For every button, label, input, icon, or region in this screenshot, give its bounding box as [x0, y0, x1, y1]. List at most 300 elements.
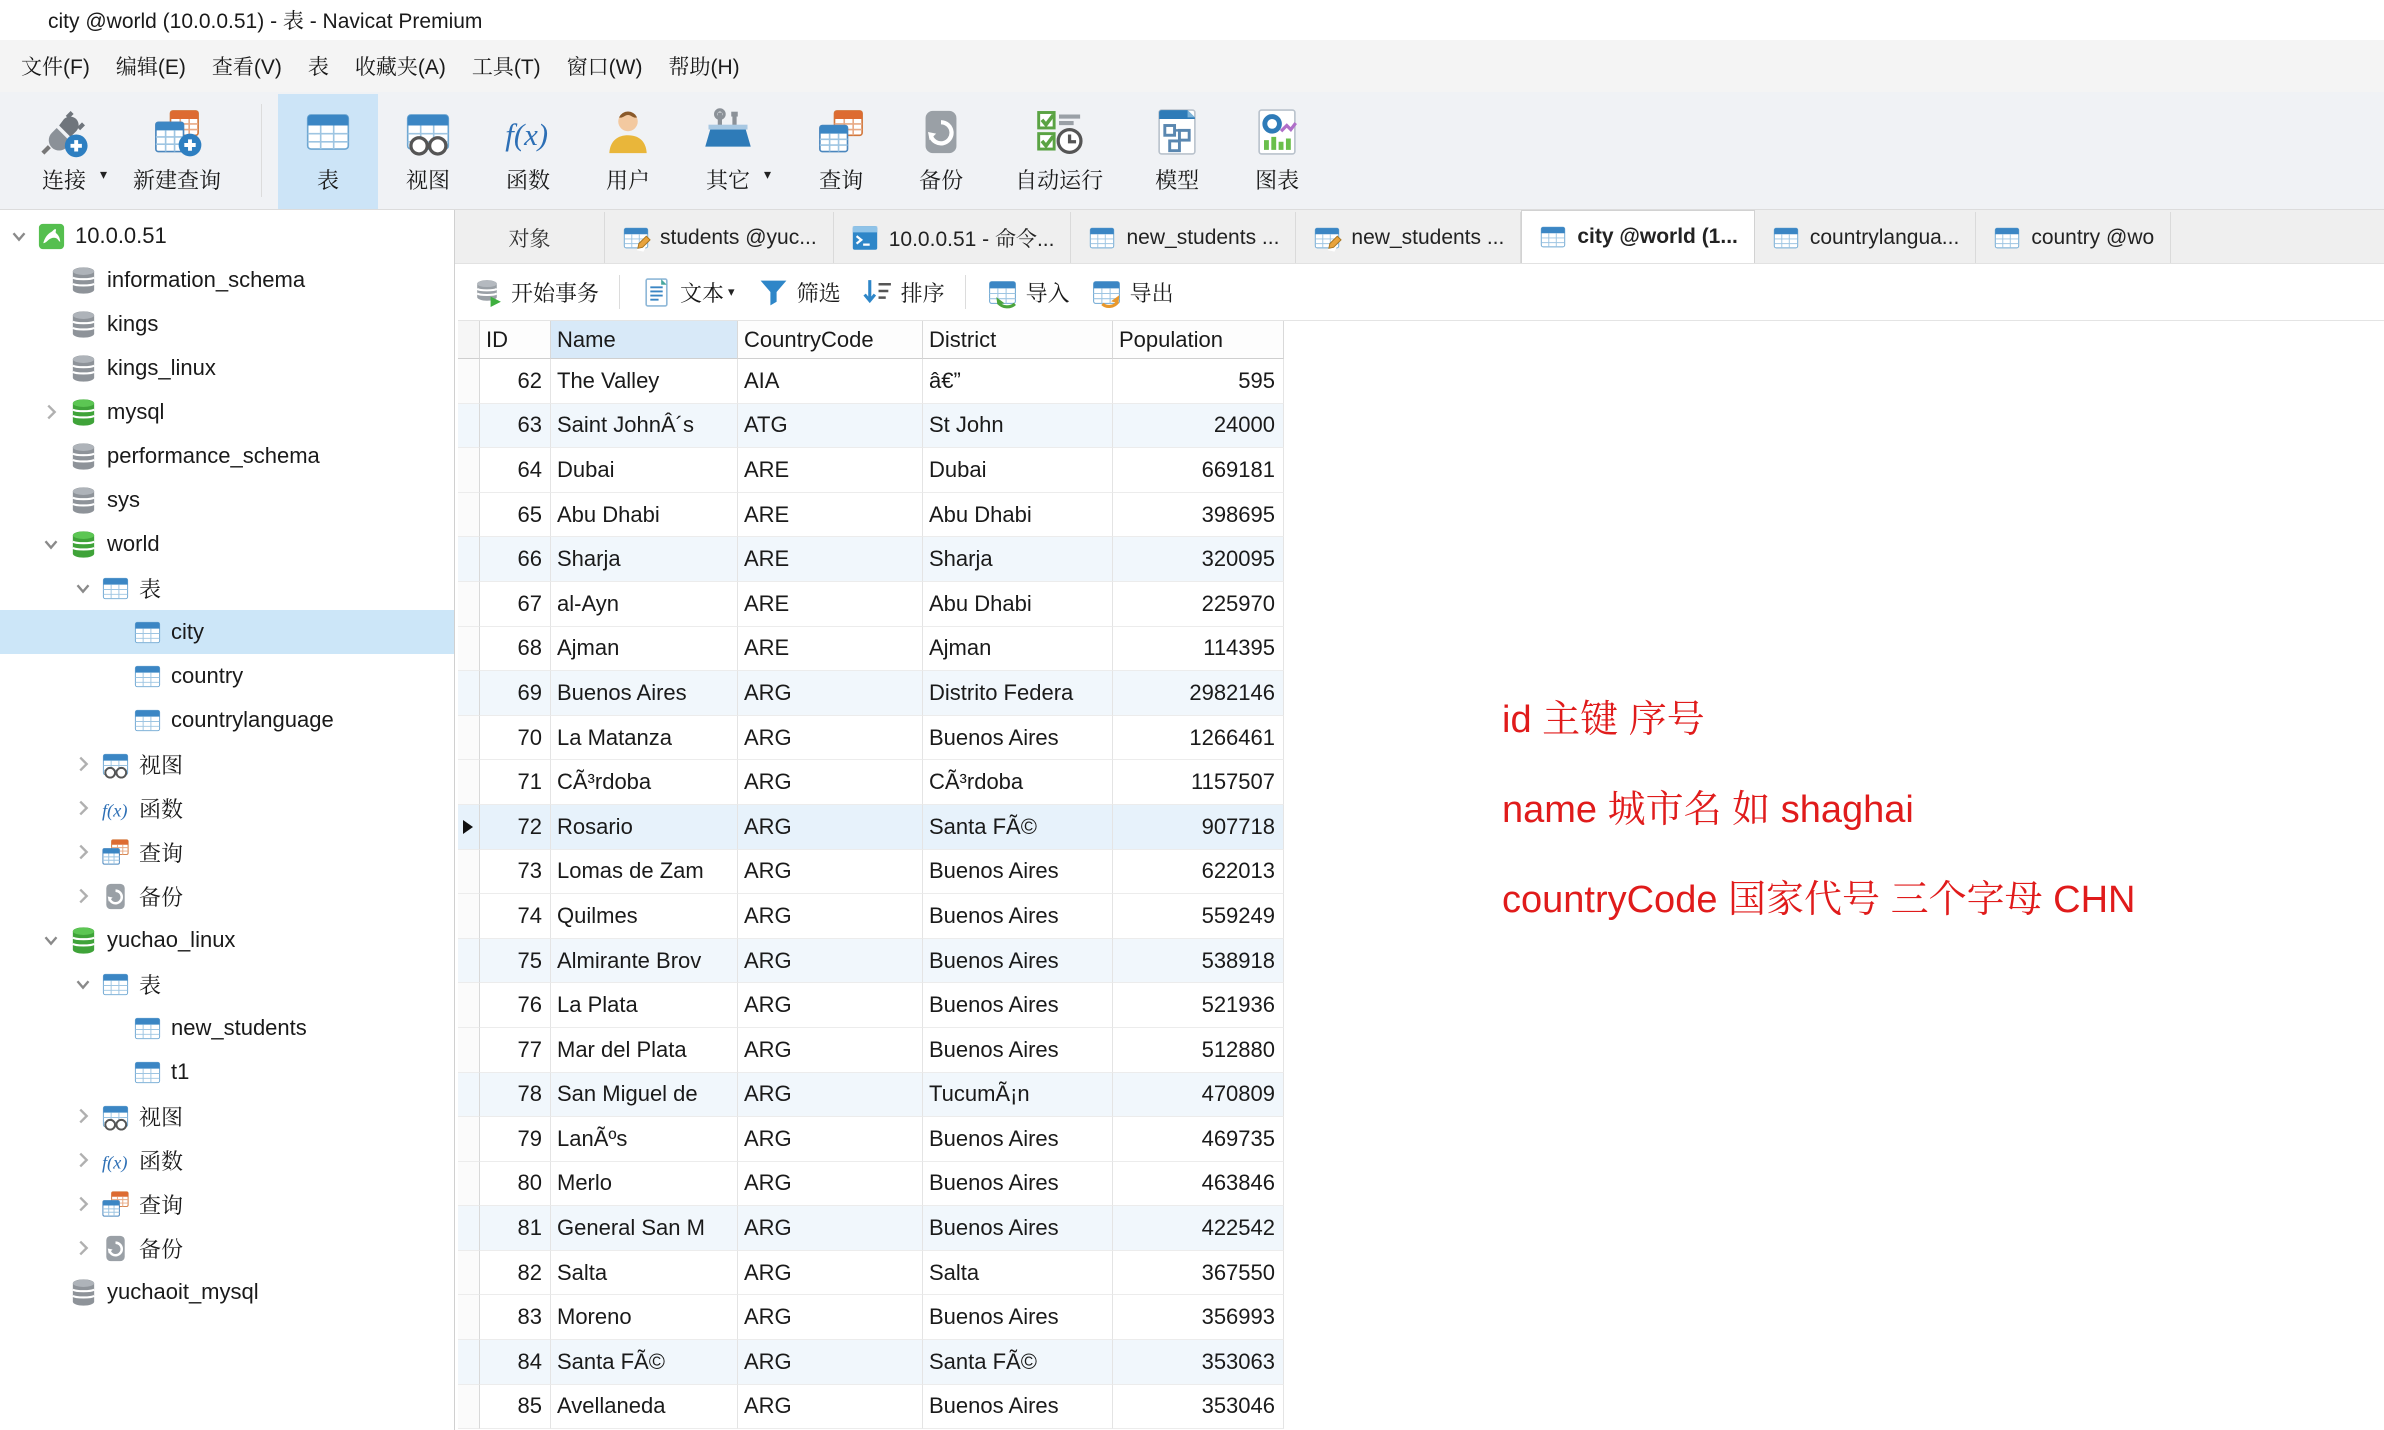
cell-population[interactable]: 367550: [1113, 1251, 1284, 1296]
cell-id[interactable]: 79: [480, 1117, 551, 1162]
toolbar-button-备份[interactable]: [891, 94, 991, 209]
cell-district[interactable]: Buenos Aires: [923, 1295, 1113, 1340]
chevron-down-icon[interactable]: [70, 575, 96, 601]
toolbar-button-label: 自动运行: [1015, 168, 1104, 193]
row-selector[interactable]: [458, 537, 480, 582]
views-icon: [402, 106, 454, 158]
tab--[interactable]: [455, 212, 605, 263]
table-row-77[interactable]: [458, 1028, 2384, 1073]
cell-countrycode[interactable]: ARG: [738, 671, 923, 716]
cell-population[interactable]: 469735: [1113, 1117, 1284, 1162]
content-area: [455, 210, 2384, 1430]
function-icon: [100, 793, 131, 824]
menu-item-6[interactable]: 窗口(W): [566, 56, 643, 79]
table-row-67[interactable]: [458, 582, 2384, 627]
toolbar-button-用户[interactable]: [578, 94, 678, 209]
cell-name[interactable]: Buenos Aires: [551, 671, 738, 716]
cell-countrycode[interactable]: ARG: [738, 1251, 923, 1296]
table-row-63[interactable]: [458, 404, 2384, 449]
cell-district[interactable]: Buenos Aires: [923, 1206, 1113, 1251]
cell-name[interactable]: Lomas de Zam: [551, 850, 738, 895]
cell-id[interactable]: 77: [480, 1028, 551, 1073]
action-导出[interactable]: [1080, 272, 1184, 313]
query-icon: [815, 106, 867, 158]
cell-district[interactable]: â€”: [923, 359, 1113, 404]
tree-item-视图[interactable]: [0, 1094, 454, 1138]
cell-id[interactable]: 67: [480, 582, 551, 627]
row-selector[interactable]: [458, 671, 480, 716]
dropdown-caret-icon[interactable]: ▾: [764, 166, 772, 182]
cell-name[interactable]: La Matanza: [551, 716, 738, 761]
chevron-right-icon: [38, 267, 64, 293]
chevron-right-icon: [38, 355, 64, 381]
cell-countrycode[interactable]: ARG: [738, 850, 923, 895]
tab-students-@yuc...[interactable]: [605, 212, 834, 263]
tree-item-new_students[interactable]: [0, 1006, 454, 1050]
chevron-right-icon[interactable]: [70, 751, 96, 777]
cell-id[interactable]: 65: [480, 493, 551, 538]
table-row-76[interactable]: [458, 983, 2384, 1028]
menu-item-2[interactable]: 查看(V): [211, 56, 282, 79]
menu-item-0[interactable]: 文件(F): [21, 56, 90, 79]
backup-icon: [915, 106, 967, 158]
row-selector[interactable]: [458, 939, 480, 984]
toolbar-button-查询[interactable]: [791, 94, 891, 209]
tree-item-countrylanguage[interactable]: [0, 698, 454, 742]
row-selector[interactable]: [458, 716, 480, 761]
cell-population[interactable]: 470809: [1113, 1073, 1284, 1118]
cell-id[interactable]: 64: [480, 448, 551, 493]
row-selector[interactable]: [458, 1251, 480, 1296]
action-开始事务[interactable]: [461, 272, 609, 313]
toolbar-gap: [773, 92, 791, 209]
cell-population[interactable]: 538918: [1113, 939, 1284, 984]
tree-item-mysql[interactable]: [0, 390, 454, 434]
table-row-65[interactable]: [458, 493, 2384, 538]
cell-population[interactable]: 2982146: [1113, 671, 1284, 716]
table-row-82[interactable]: [458, 1251, 2384, 1296]
tree-item-label: 备份: [139, 884, 184, 910]
tree-item-查询[interactable]: [0, 1182, 454, 1226]
cell-name[interactable]: LanÃºs: [551, 1117, 738, 1162]
database-gray-icon: [68, 353, 99, 384]
cell-countrycode[interactable]: ARG: [738, 1073, 923, 1118]
cell-id[interactable]: 72: [480, 805, 551, 850]
cell-district[interactable]: Buenos Aires: [923, 1028, 1113, 1073]
cell-district[interactable]: Buenos Aires: [923, 716, 1113, 761]
menu-item-3[interactable]: 表: [307, 56, 329, 79]
tree-item-函数[interactable]: [0, 1138, 454, 1182]
tree-item-备份[interactable]: [0, 1226, 454, 1270]
cell-name[interactable]: Merlo: [551, 1162, 738, 1207]
cell-district[interactable]: Buenos Aires: [923, 1117, 1113, 1162]
row-selector[interactable]: [458, 1162, 480, 1207]
toolbar-button-label: 新建查询: [133, 168, 222, 193]
row-selector[interactable]: [458, 404, 480, 449]
cell-id[interactable]: 63: [480, 404, 551, 449]
row-selector[interactable]: [458, 359, 480, 404]
menu-item-7[interactable]: 帮助(H): [668, 56, 740, 79]
table-row-64[interactable]: [458, 448, 2384, 493]
database-gray-icon: [68, 1277, 99, 1308]
begin-transaction-icon: [471, 276, 504, 309]
cell-population[interactable]: 1266461: [1113, 716, 1284, 761]
chevron-right-icon: [102, 663, 128, 689]
tree-item-t1[interactable]: [0, 1050, 454, 1094]
chevron-down-icon[interactable]: [6, 223, 32, 249]
tree-item-查询[interactable]: [0, 830, 454, 874]
cell-countrycode[interactable]: ARG: [738, 1162, 923, 1207]
menu-item-5[interactable]: 工具(T): [471, 56, 541, 79]
cell-id[interactable]: 71: [480, 760, 551, 805]
chevron-right-icon[interactable]: [70, 1235, 96, 1261]
table-row-69[interactable]: [458, 671, 2384, 716]
dropdown-caret-icon[interactable]: ▾: [100, 166, 108, 182]
chevron-right-icon[interactable]: [70, 795, 96, 821]
tree-item-表[interactable]: [0, 566, 454, 610]
cell-id[interactable]: 62: [480, 359, 551, 404]
column-header-Population[interactable]: Population: [1113, 321, 1284, 359]
tab-label: countrylangua...: [1809, 225, 1960, 249]
tab-label: students @yuc...: [660, 225, 817, 249]
tree-item-10.0.0.51[interactable]: [0, 214, 454, 258]
tree-item-表[interactable]: [0, 962, 454, 1006]
toolbar-button-模型[interactable]: [1127, 94, 1227, 209]
chevron-down-icon[interactable]: [38, 927, 64, 953]
cell-population[interactable]: 1157507: [1113, 760, 1284, 805]
table-row-79[interactable]: [458, 1117, 2384, 1162]
cell-countrycode[interactable]: ARE: [738, 537, 923, 582]
tab-city-@world-1...[interactable]: [1521, 210, 1755, 263]
cell-id[interactable]: 74: [480, 894, 551, 939]
cell-id[interactable]: 70: [480, 716, 551, 761]
tree-item-函数[interactable]: [0, 786, 454, 830]
grid-corner-cell[interactable]: [458, 321, 480, 359]
cell-countrycode[interactable]: ARG: [738, 716, 923, 761]
cell-population[interactable]: 320095: [1113, 537, 1284, 582]
cell-name[interactable]: Abu Dhabi: [551, 493, 738, 538]
export-icon: [1090, 276, 1123, 309]
cell-population[interactable]: 512880: [1113, 1028, 1284, 1073]
tab-new_students-...[interactable]: [1071, 212, 1296, 263]
tree-item-information_schema[interactable]: [0, 258, 454, 302]
toolbar-button-图表[interactable]: [1227, 94, 1327, 209]
column-header-District[interactable]: District: [923, 321, 1113, 359]
tree-item-city[interactable]: [0, 610, 454, 654]
chevron-down-icon[interactable]: [38, 531, 64, 557]
tab-new_students-...[interactable]: [1296, 212, 1521, 263]
tree-item-world[interactable]: [0, 522, 454, 566]
row-selector[interactable]: [458, 894, 480, 939]
cell-district[interactable]: Santa FÃ©: [923, 805, 1113, 850]
database-gray-icon: [68, 309, 99, 340]
cell-population[interactable]: 669181: [1113, 448, 1284, 493]
database-green-icon: [68, 397, 99, 428]
cell-district[interactable]: Ajman: [923, 627, 1113, 672]
chevron-right-icon[interactable]: [38, 399, 64, 425]
tree-item-label: countrylanguage: [171, 707, 334, 732]
cell-name[interactable]: Avellaneda: [551, 1385, 738, 1430]
cell-name[interactable]: Salta: [551, 1251, 738, 1296]
toolbar-button-连接[interactable]: [14, 94, 114, 209]
action-label: 开始事务: [511, 280, 600, 306]
table-row-71[interactable]: [458, 760, 2384, 805]
toolbar-button-新建查询[interactable]: [109, 94, 245, 209]
toolbar-button-label: 表: [317, 168, 340, 193]
cell-countrycode[interactable]: ARG: [738, 1028, 923, 1073]
row-selector[interactable]: [458, 983, 480, 1028]
dropdown-caret-icon[interactable]: ▾: [728, 284, 735, 299]
cell-name[interactable]: Saint JohnÂ´s: [551, 404, 738, 449]
row-selector[interactable]: [458, 850, 480, 895]
table-row-72[interactable]: [458, 805, 2384, 850]
chevron-right-icon[interactable]: [70, 1191, 96, 1217]
cell-population[interactable]: 559249: [1113, 894, 1284, 939]
cell-name[interactable]: Rosario: [551, 805, 738, 850]
cell-district[interactable]: Sharja: [923, 537, 1113, 582]
cell-population[interactable]: 114395: [1113, 627, 1284, 672]
tree-item-label: 函数: [139, 1148, 184, 1174]
cell-id[interactable]: 73: [480, 850, 551, 895]
cell-population[interactable]: 521936: [1113, 983, 1284, 1028]
cell-district[interactable]: TucumÃ¡n: [923, 1073, 1113, 1118]
tab-countrylangua...[interactable]: [1755, 212, 1976, 263]
toolbar-button-label: 函数: [506, 168, 551, 193]
tree-item-label: sys: [107, 487, 140, 512]
user-icon: [602, 106, 654, 158]
cell-id[interactable]: 82: [480, 1251, 551, 1296]
cell-district[interactable]: Buenos Aires: [923, 1385, 1113, 1430]
chevron-right-icon: [102, 1059, 128, 1085]
toolbar-button-label: 视图: [406, 168, 451, 193]
chevron-right-icon[interactable]: [70, 1103, 96, 1129]
tab-bar: [455, 210, 2384, 264]
cell-countrycode[interactable]: ARG: [738, 1295, 923, 1340]
tree-item-label: 查询: [139, 1192, 184, 1218]
cell-population[interactable]: 463846: [1113, 1162, 1284, 1207]
toolbar-button-视图[interactable]: [378, 94, 478, 209]
row-selector[interactable]: [458, 493, 480, 538]
cell-district[interactable]: Abu Dhabi: [923, 493, 1113, 538]
cell-population[interactable]: 622013: [1113, 850, 1284, 895]
column-header-ID[interactable]: ID: [480, 321, 551, 359]
chart-icon: [1251, 106, 1303, 158]
toolbar-button-表[interactable]: [278, 94, 378, 209]
connection-icon: [38, 106, 90, 158]
cell-id[interactable]: 75: [480, 939, 551, 984]
tree-item-视图[interactable]: [0, 742, 454, 786]
cell-countrycode[interactable]: ARG: [738, 894, 923, 939]
cell-countrycode[interactable]: ARE: [738, 493, 923, 538]
tree-item-label: 表: [139, 576, 162, 602]
tree-item-label: performance_schema: [107, 443, 320, 468]
tree-item-kings[interactable]: [0, 302, 454, 346]
cell-district[interactable]: Buenos Aires: [923, 939, 1113, 984]
cell-name[interactable]: The Valley: [551, 359, 738, 404]
console-icon: [850, 223, 880, 253]
row-selector[interactable]: [458, 1073, 480, 1118]
row-selector[interactable]: [458, 1340, 480, 1385]
tree-item-performance_schema[interactable]: [0, 434, 454, 478]
filter-icon: [757, 276, 790, 309]
cell-name[interactable]: Moreno: [551, 1295, 738, 1340]
cell-district[interactable]: St John: [923, 404, 1113, 449]
cell-name[interactable]: General San M: [551, 1206, 738, 1251]
chevron-down-icon[interactable]: [70, 971, 96, 997]
cell-district[interactable]: Salta: [923, 1251, 1113, 1296]
chevron-right-icon[interactable]: [70, 883, 96, 909]
mysql-server-icon: [36, 221, 67, 252]
cell-population[interactable]: 353063: [1113, 1340, 1284, 1385]
row-selector[interactable]: [458, 1206, 480, 1251]
cell-id[interactable]: 84: [480, 1340, 551, 1385]
chevron-right-icon[interactable]: [70, 839, 96, 865]
cell-population[interactable]: 422542: [1113, 1206, 1284, 1251]
cell-countrycode[interactable]: ARG: [738, 1206, 923, 1251]
cell-countrycode[interactable]: ARG: [738, 1385, 923, 1430]
toolbar-button-自动运行[interactable]: [991, 94, 1127, 209]
cell-countrycode[interactable]: ARG: [738, 1340, 923, 1385]
cell-id[interactable]: 85: [480, 1385, 551, 1430]
row-selector[interactable]: [458, 805, 480, 850]
table-row-66[interactable]: [458, 537, 2384, 582]
row-selector[interactable]: [458, 1295, 480, 1340]
cell-name[interactable]: San Miguel de: [551, 1073, 738, 1118]
action-导入[interactable]: [976, 272, 1080, 313]
cell-district[interactable]: Distrito Federa: [923, 671, 1113, 716]
backup-icon: [100, 1233, 131, 1264]
cell-population[interactable]: 353046: [1113, 1385, 1284, 1430]
cell-population[interactable]: 225970: [1113, 582, 1284, 627]
cell-countrycode[interactable]: ARG: [738, 983, 923, 1028]
cell-population[interactable]: 356993: [1113, 1295, 1284, 1340]
svg-text:f(x): f(x): [101, 799, 128, 820]
table-row-75[interactable]: [458, 939, 2384, 984]
cell-id[interactable]: 66: [480, 537, 551, 582]
action-label: 排序: [900, 280, 945, 306]
cell-countrycode[interactable]: AIA: [738, 359, 923, 404]
table-edit-icon: [1312, 223, 1342, 253]
cell-name[interactable]: Ajman: [551, 627, 738, 672]
cell-population[interactable]: 595: [1113, 359, 1284, 404]
menu-item-1[interactable]: 编辑(E): [115, 56, 186, 79]
action-筛选[interactable]: [747, 272, 851, 313]
tree-item-label: yuchao_linux: [107, 927, 236, 952]
cell-countrycode[interactable]: ARE: [738, 582, 923, 627]
cell-district[interactable]: Buenos Aires: [923, 850, 1113, 895]
cell-name[interactable]: Dubai: [551, 448, 738, 493]
row-selector[interactable]: [458, 1385, 480, 1430]
cell-population[interactable]: 24000: [1113, 404, 1284, 449]
chevron-right-icon: [38, 311, 64, 337]
tree-item-备份[interactable]: [0, 874, 454, 918]
table-row-80[interactable]: [458, 1162, 2384, 1207]
cell-name[interactable]: La Plata: [551, 983, 738, 1028]
cell-countrycode[interactable]: ARG: [738, 805, 923, 850]
row-selector[interactable]: [458, 760, 480, 805]
cell-name[interactable]: Santa FÃ©: [551, 1340, 738, 1385]
cell-population[interactable]: 398695: [1113, 493, 1284, 538]
table-row-83[interactable]: [458, 1295, 2384, 1340]
cell-district[interactable]: Buenos Aires: [923, 1162, 1113, 1207]
cell-name[interactable]: CÃ³rdoba: [551, 760, 738, 805]
cell-population[interactable]: 907718: [1113, 805, 1284, 850]
menu-item-4[interactable]: 收藏夹(A): [354, 56, 446, 79]
cell-countrycode[interactable]: ARE: [738, 627, 923, 672]
table-row-84[interactable]: [458, 1340, 2384, 1385]
column-header-CountryCode[interactable]: CountryCode: [738, 321, 923, 359]
cell-id[interactable]: 81: [480, 1206, 551, 1251]
tree-item-country[interactable]: [0, 654, 454, 698]
action-文本[interactable]: [630, 272, 747, 313]
table-icon: [132, 1013, 163, 1044]
cell-name[interactable]: Mar del Plata: [551, 1028, 738, 1073]
cell-id[interactable]: 83: [480, 1295, 551, 1340]
table-row-70[interactable]: [458, 716, 2384, 761]
tab-label: 10.0.0.51 - 命令...: [888, 227, 1055, 251]
row-selector[interactable]: [458, 582, 480, 627]
cell-id[interactable]: 76: [480, 983, 551, 1028]
row-selector[interactable]: [458, 1117, 480, 1162]
cell-countrycode[interactable]: ARG: [738, 760, 923, 805]
table-row-81[interactable]: [458, 1206, 2384, 1251]
table-icon: [302, 106, 354, 158]
action-排序[interactable]: [851, 272, 955, 313]
cell-countrycode[interactable]: ARG: [738, 939, 923, 984]
row-selector[interactable]: [458, 1028, 480, 1073]
tree-item-sys[interactable]: [0, 478, 454, 522]
table-row-62[interactable]: [458, 359, 2384, 404]
cell-district[interactable]: Dubai: [923, 448, 1113, 493]
cell-id[interactable]: 78: [480, 1073, 551, 1118]
database-gray-icon: [68, 265, 99, 296]
toolbar-button-函数[interactable]: [478, 94, 578, 209]
tab-label: new_students ...: [1351, 225, 1505, 249]
cell-district[interactable]: Buenos Aires: [923, 983, 1113, 1028]
table-row-78[interactable]: [458, 1073, 2384, 1118]
cell-countrycode[interactable]: ATG: [738, 404, 923, 449]
table-icon: [132, 705, 163, 736]
table-icon: [1087, 223, 1117, 253]
cell-name[interactable]: Quilmes: [551, 894, 738, 939]
cell-name[interactable]: al-Ayn: [551, 582, 738, 627]
table-row-68[interactable]: [458, 627, 2384, 672]
tree-item-yuchao_linux[interactable]: [0, 918, 454, 962]
tree-item-kings_linux[interactable]: [0, 346, 454, 390]
cell-district[interactable]: CÃ³rdoba: [923, 760, 1113, 805]
column-header-Name[interactable]: Name: [551, 321, 738, 359]
table-row-85[interactable]: [458, 1385, 2384, 1430]
toolbar-button-其它[interactable]: [678, 94, 778, 209]
cell-district[interactable]: Santa FÃ©: [923, 1340, 1113, 1385]
cell-countrycode[interactable]: ARG: [738, 1117, 923, 1162]
row-selector[interactable]: [458, 448, 480, 493]
tab-10.0.0.51-...[interactable]: [834, 212, 1072, 263]
cell-name[interactable]: Sharja: [551, 537, 738, 582]
tab-country-@wo[interactable]: [1976, 212, 2171, 263]
cell-countrycode[interactable]: ARE: [738, 448, 923, 493]
cell-district[interactable]: Abu Dhabi: [923, 582, 1113, 627]
cell-id[interactable]: 69: [480, 671, 551, 716]
cell-district[interactable]: Buenos Aires: [923, 894, 1113, 939]
chevron-right-icon[interactable]: [70, 1147, 96, 1173]
cell-name[interactable]: Almirante Brov: [551, 939, 738, 984]
row-selector[interactable]: [458, 627, 480, 672]
cell-id[interactable]: 80: [480, 1162, 551, 1207]
cell-id[interactable]: 68: [480, 627, 551, 672]
toolbar-button-label: 用户: [606, 168, 651, 193]
tree-item-yuchaoit_mysql[interactable]: [0, 1270, 454, 1314]
